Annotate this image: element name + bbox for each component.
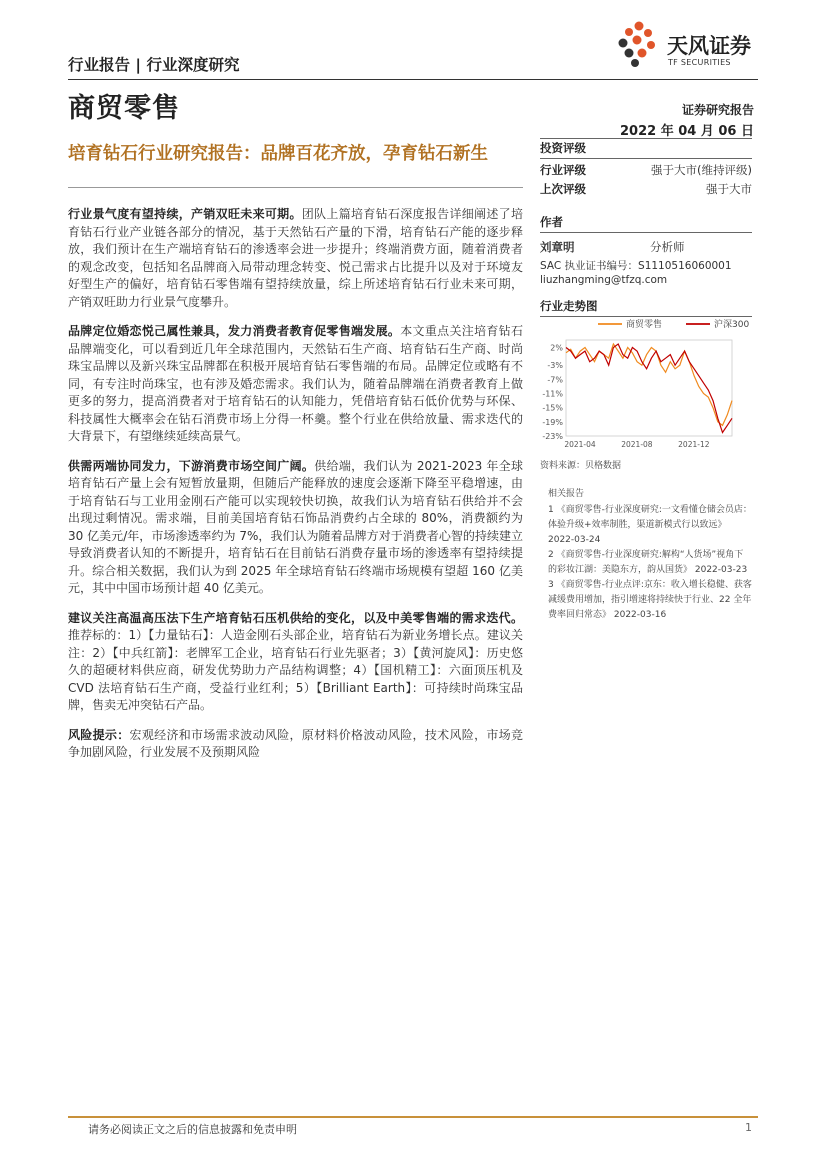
industry-rating-value: 强于大市(维持评级) xyxy=(651,163,752,177)
header-divider xyxy=(68,79,758,80)
rating-section xyxy=(540,140,752,199)
sector-title: 商贸零售 xyxy=(68,93,180,124)
x-tick-label: 2021-12 xyxy=(678,440,710,449)
report-date: 2022 年 04 月 06 日 xyxy=(620,124,754,139)
rating-heading: 投资评级 xyxy=(540,140,752,159)
report-kicker: 行业报告 | 行业深度研究 xyxy=(68,56,240,74)
logo-subtext: TF SECURITIES xyxy=(668,58,731,67)
y-tick-label: -23% xyxy=(542,432,563,441)
author-name: 刘章明 xyxy=(540,240,575,254)
paragraph-text: 团队上篇培育钻石深度报告详细阐述了培育钻石行业产业链各部分的情况，基于天然钻石产量的下滑，培育钻石产能的逐步释放，我们预计在生产端培育钻石的渗透率会进一步提升；终端消费方面，随着消费者的观念改变，包括知名品牌商入局带动理念转变、悦己需求占比提升以及对于环境友好型生产的偏好，培育钻石零售端有望持续放量，综上所述培育钻石行业未来可期，产销双旺助力行业景气度攀升。 xyxy=(68,207,523,309)
logo-mark-icon xyxy=(611,18,665,68)
prev-rating-value: 强于大市 xyxy=(706,182,752,196)
logo-text: 天风证券 xyxy=(667,34,751,58)
paragraph-recommendation xyxy=(68,610,523,715)
paragraph-text: 推荐标的：1）【力量钻石】：人造金刚石头部企业，培育钻石为新业务增长点。建议关注：2）【中兵红箭】：老牌军工企业，培育钻石行业先驱者；3）【黄河旋风】：历史悠久的超硬材料供应商，研发优势助力产品结构调整；4）【国机精工】：六面顶压机及 CVD 法培育钻石生产商，受益行业红利；5）【Brilliant Earth】：可持续时尚珠宝品牌，售卖无冲突钻石产品。 xyxy=(68,628,523,712)
author-heading: 作者 xyxy=(540,214,752,233)
related-report-item[interactable]: 1 《商贸零售-行业深度研究:一文看懂仓储会员店：体验升级+效率制胜，渠道新模式行以致远》 2022-03-24 xyxy=(548,505,752,545)
author-title: 分析师 xyxy=(650,240,685,254)
paragraph-text: 本文重点关注培育钻石品牌端变化，可以看到近几年全球范围内，天然钻石生产商、培育钻石生产商、时尚珠宝品牌以及新兴珠宝品牌都在积极开展培育钻石零售端的布局。品牌定位或略有不同，有专注时尚珠宝，也有涉及婚恋需求。我们认为，随着品牌端在消费者教育上做更多的努力，提高消费者对于培育钻石的认知能力，凭借培育钻石低价优势与环保、科技属性大概率会在钻石消费市场上分得一杯羹。整个行业在供给放量、需求迭代的大背景下，有望继续延续高景气。 xyxy=(68,324,523,443)
page-number: 1 xyxy=(745,1121,752,1134)
prev-rating-label: 上次评级 xyxy=(540,182,586,196)
series-line xyxy=(566,344,732,425)
paragraph-brand xyxy=(68,323,523,446)
footer-divider xyxy=(68,1116,758,1118)
legend-label: 商贸零售 xyxy=(626,320,663,330)
industry-rating-label: 行业评级 xyxy=(540,163,586,177)
y-tick-label: -7% xyxy=(547,375,563,385)
related-report-item[interactable]: 2 《商贸零售-行业深度研究:解构“人货场”视角下的彩妆江湖：美隐东方，韵从国货》 2022-03-23 xyxy=(548,550,748,575)
author-row xyxy=(540,239,752,255)
paragraph-lead: 行业景气度有望持续，产销双旺未来可期。 xyxy=(68,207,302,221)
paragraph-supply-demand xyxy=(68,458,523,598)
paragraph-lead: 供需两端协同发力，下游消费市场空间广阔。 xyxy=(68,458,315,473)
legend-label: 沪深300 xyxy=(714,320,750,330)
author-email[interactable]: liuzhangming@tfzq.com xyxy=(540,274,668,286)
paragraph-lead: 品牌定位婚恋悦己属性兼具，发力消费者教育促零售端发展。 xyxy=(68,324,401,338)
author-section xyxy=(540,214,752,286)
industry-rating-row xyxy=(540,161,752,180)
y-tick-label: -15% xyxy=(542,403,563,413)
chart-source: 资料来源：贝格数据 xyxy=(540,461,622,471)
y-tick-label: -3% xyxy=(547,361,563,371)
x-tick-label: 2021-08 xyxy=(621,440,653,449)
related-heading: 相关报告 xyxy=(548,489,585,499)
footer-disclaimer[interactable]: 请务必阅读正文之后的信息披露和免责申明 xyxy=(88,1123,297,1136)
paragraph-lead: 风险提示： xyxy=(68,727,130,742)
company-logo xyxy=(611,18,761,68)
title-divider xyxy=(68,187,523,188)
industry-trend-chart xyxy=(540,314,752,454)
y-tick-label: -19% xyxy=(542,417,563,427)
y-tick-label: -11% xyxy=(542,389,563,399)
paragraph-text: 供给端，我们认为 2021-2023 年全球培育钻石产量上会有短暂放量期，但随后产能释放的速度会逐渐下降至平稳增速，由于培育钻石与工业用金刚石产能可以实现较快切换，故我们认为培育钻石供给并不会出现过剩情况。需求端，目前美国培育钻石饰品消费约占全球的 80%，消费额约为 30 亿美元/年，市场渗透率约为 7%，我们认为随着品牌方对于消费者心智的持续建立导致消费者认知的不断提升，培育钻石在目前钻石消费存量市场的渗透率有望持续提升。综合相关数据，我们认为到 2025 年全球培育钻石终端市场规模有望超 160 亿美元，其中中国市场预计超 40 亿美元。 xyxy=(68,458,523,595)
author-sac: SAC 执业证书编号：S1110516060001 xyxy=(540,260,732,272)
report-title: 培育钻石行业研究报告：品牌百花齐放，孕育钻石新生 xyxy=(68,144,488,164)
paragraph-text: 宏观经济和市场需求波动风险，原材料价格波动风险，技术风险，市场竞争加剧风险，行业发展不及预期风险 xyxy=(68,727,523,759)
paragraph-outlook xyxy=(68,206,523,311)
related-reports xyxy=(548,487,752,623)
paragraph-risk xyxy=(68,727,523,762)
x-tick-label: 2021-04 xyxy=(564,440,596,449)
report-type: 证券研究报告 xyxy=(681,103,754,117)
related-report-item[interactable]: 3 《商贸零售-行业点评:京东：收入增长稳健、获客减缓费用增加，指引增速将持续快于行业、22 全年费率回归常态》 2022-03-16 xyxy=(548,580,752,620)
main-body xyxy=(68,206,523,774)
prev-rating-row xyxy=(540,180,752,199)
chart-heading: 行业走势图 xyxy=(540,298,752,317)
paragraph-lead: 建议关注高温高压法下生产培育钻石压机供给的变化，以及中美零售端的需求迭代。 xyxy=(68,610,523,625)
y-tick-label: 2% xyxy=(550,343,563,353)
sidebar-top-divider xyxy=(540,138,752,139)
